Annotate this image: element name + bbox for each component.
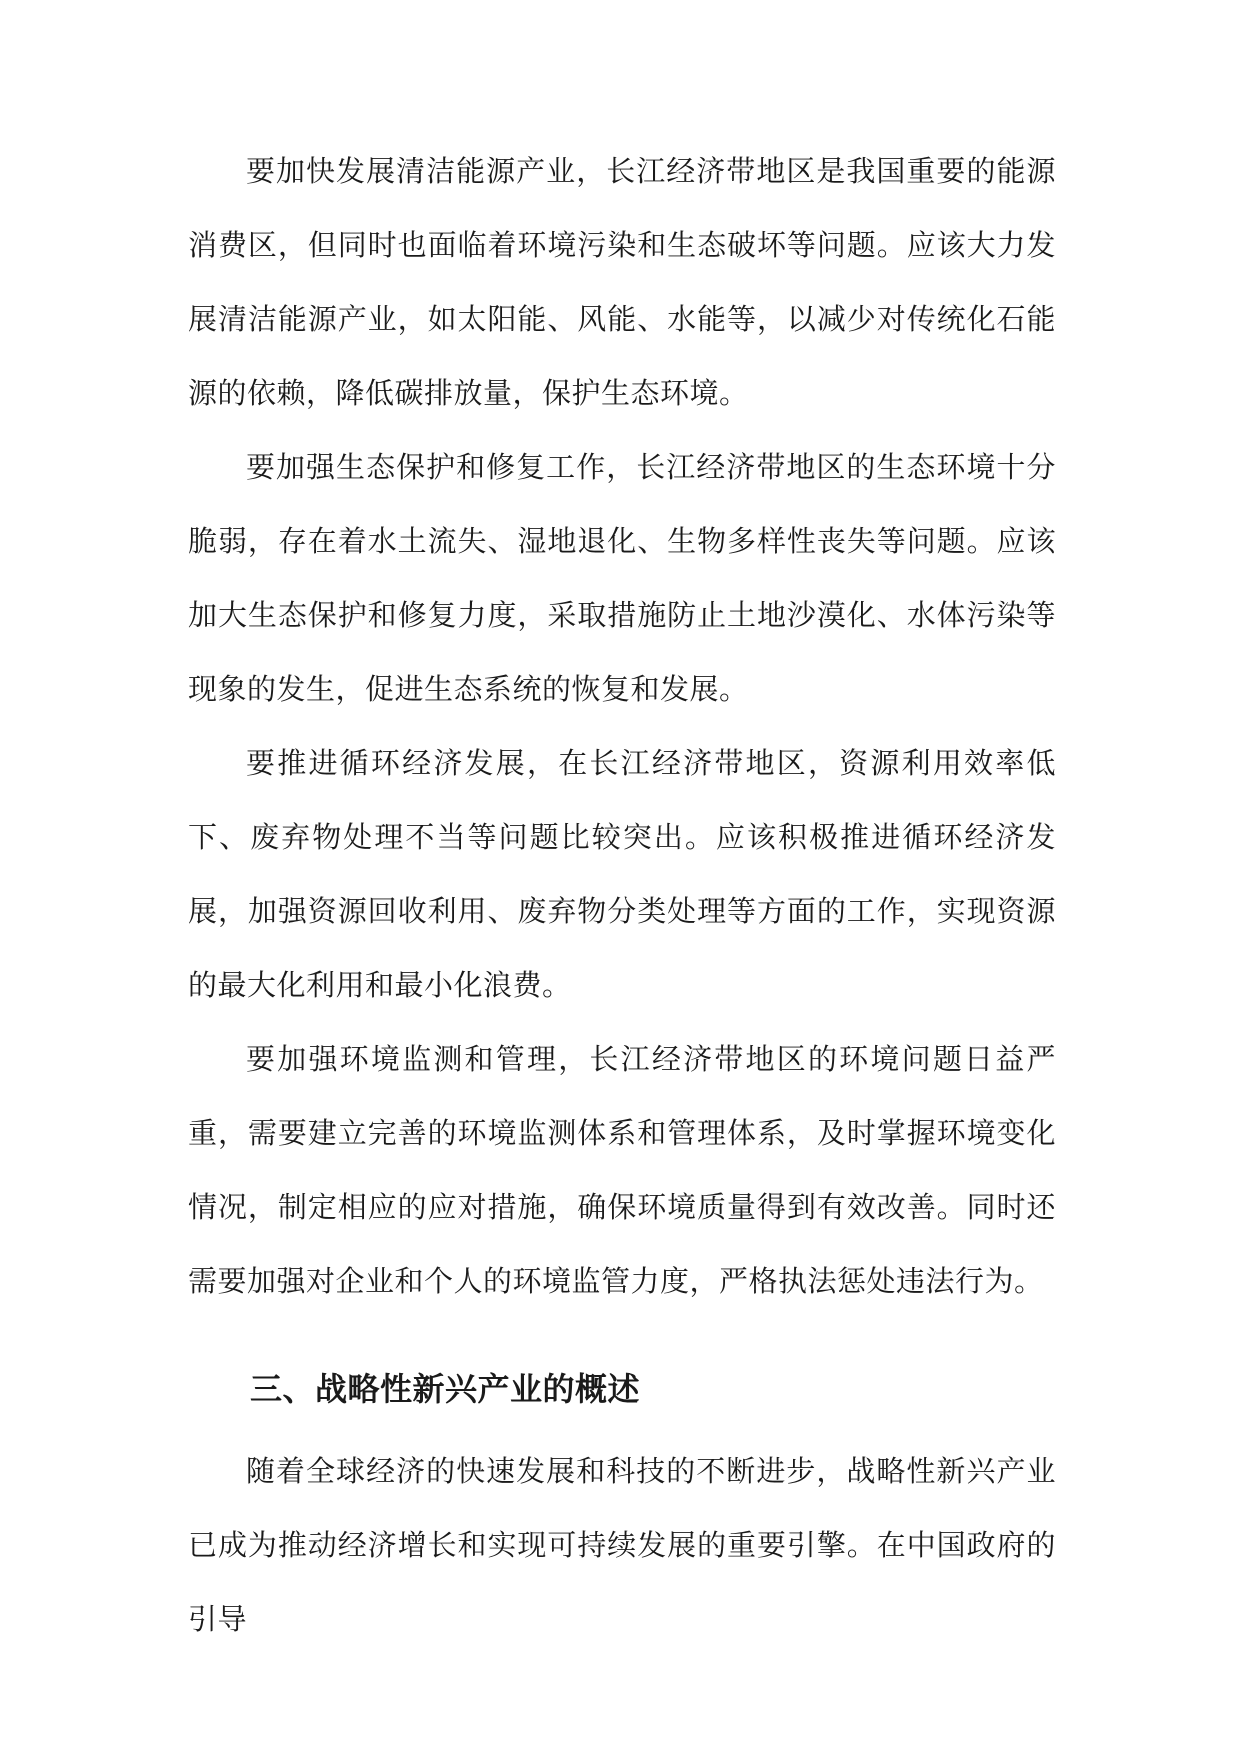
section-heading: 三、战略性新兴产业的概述: [250, 1370, 641, 1408]
paragraph-circular-economy: 要推进循环经济发展，在长江经济带地区，资源利用效率低下、废弃物处理不当等问题比较突出。应该积极推进循环经济发展，加强资源回收利用、废弃物分类处理等方面的工作，实现资源的最大化利用和最小化浪费。: [188, 746, 1056, 1002]
paragraph-emerging-industries: 随着全球经济的快速发展和科技的不断进步，战略性新兴产业已成为推动经济增长和实现可持续发展的重要引擎。在中国政府的引导: [188, 1454, 1056, 1636]
paragraph-environmental-monitoring: 要加强环境监测和管理，长江经济带地区的环境问题日益严重，需要建立完善的环境监测体系和管理体系，及时掌握环境变化情况，制定相应的应对措施，确保环境质量得到有效改善。同时还需要加强对企业和个人的环境监管力度，严格执法惩处违法行为。: [188, 1042, 1056, 1298]
paragraph-clean-energy: 要加快发展清洁能源产业，长江经济带地区是我国重要的能源消费区，但同时也面临着环境污染和生态破坏等问题。应该大力发展清洁能源产业，如太阳能、风能、水能等，以减少对传统化石能源的依赖，降低碳排放量，保护生态环境。: [188, 154, 1056, 410]
document-body: [188, 134, 1056, 1656]
paragraph-ecological-protection: 要加强生态保护和修复工作，长江经济带地区的生态环境十分脆弱，存在着水土流失、湿地退化、生物多样性丧失等问题。应该加大生态保护和修复力度，采取措施防止土地沙漠化、水体污染等现象的发生，促进生态系统的恢复和发展。: [188, 450, 1056, 706]
